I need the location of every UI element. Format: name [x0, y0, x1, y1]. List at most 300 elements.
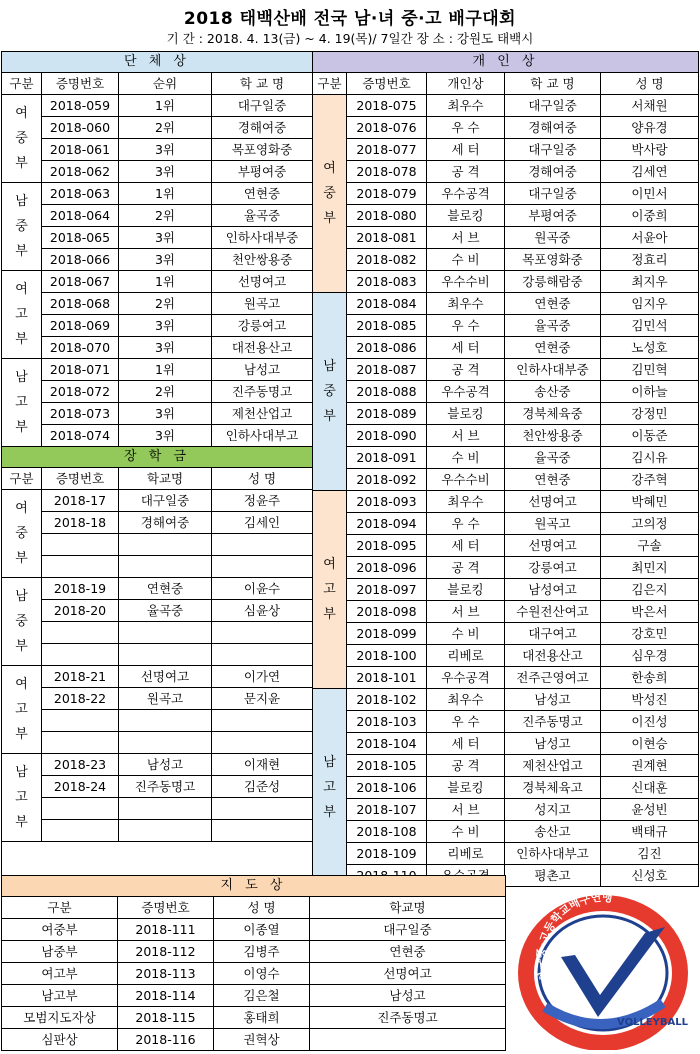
individual-cell: 2018-094	[347, 513, 427, 535]
scholarship-cell	[212, 798, 313, 820]
individual-cell: 선명여고	[505, 535, 601, 557]
individual-cell: 김진	[601, 843, 699, 865]
table-row	[2, 271, 313, 293]
table-row	[2, 183, 313, 205]
table-row	[313, 799, 699, 821]
team-cell: 경해여중	[212, 117, 313, 139]
coach-cell: 2018-115	[118, 1007, 214, 1029]
individual-cell: 김시유	[601, 447, 699, 469]
table-row	[313, 579, 699, 601]
individual-cell: 2018-109	[347, 843, 427, 865]
team-cell: 2위	[119, 117, 212, 139]
coach-cell: 2018-113	[118, 963, 214, 985]
individual-cell: 진주동명고	[505, 711, 601, 733]
individual-cell: 공 격	[427, 359, 505, 381]
individual-cell: 2018-098	[347, 601, 427, 623]
individual-cell: 전주근영여고	[505, 667, 601, 689]
scholarship-cell	[42, 798, 119, 820]
scholarship-cell	[42, 820, 119, 842]
individual-cell: 수 비	[427, 447, 505, 469]
individual-cell: 2018-101	[347, 667, 427, 689]
team-cell: 2위	[119, 205, 212, 227]
table-row	[2, 600, 313, 622]
scholarship-cell: 남성고	[119, 754, 212, 776]
coach-col-header: 성 명	[214, 897, 310, 919]
individual-cell: 남성고	[505, 689, 601, 711]
individual-cell: 2018-100	[347, 645, 427, 667]
scholarship-cell	[212, 820, 313, 842]
table-row	[2, 95, 313, 117]
team-cell: 2위	[119, 381, 212, 403]
team-cell: 3위	[119, 161, 212, 183]
team-cell: 인하사대부고	[212, 425, 313, 447]
table-row	[2, 293, 313, 315]
individual-cell: 서 브	[427, 227, 505, 249]
individual-cell: 강릉해람중	[505, 271, 601, 293]
table-row	[313, 689, 699, 711]
team-cell: 부평여중	[212, 161, 313, 183]
individual-cell: 박사랑	[601, 139, 699, 161]
table-row	[2, 732, 313, 754]
individual-cell: 2018-090	[347, 425, 427, 447]
team-cell: 3위	[119, 139, 212, 161]
individual-cell: 강호민	[601, 623, 699, 645]
scholarship-cell	[42, 732, 119, 754]
team-cell: 1위	[119, 183, 212, 205]
table-row	[2, 512, 313, 534]
individual-col-header: 성 명	[601, 73, 699, 95]
individual-cell: 경해여중	[505, 161, 601, 183]
individual-division-label: 남 중 부	[313, 293, 347, 491]
table-row	[2, 490, 313, 512]
individual-cell: 우 수	[427, 315, 505, 337]
table-row	[2, 578, 313, 600]
scholarship-cell: 원곡고	[119, 688, 212, 710]
individual-cell: 경북체육중	[505, 403, 601, 425]
individual-cell: 2018-077	[347, 139, 427, 161]
individual-cell: 권계현	[601, 755, 699, 777]
table-row	[313, 777, 699, 799]
individual-cell: 인하사대부중	[505, 359, 601, 381]
individual-cell: 성지고	[505, 799, 601, 821]
coach-cell: 남중부	[2, 941, 118, 963]
team-col-header: 학 교 명	[212, 73, 313, 95]
team-cell: 2018-062	[42, 161, 119, 183]
table-row	[313, 293, 699, 315]
individual-cell: 2018-083	[347, 271, 427, 293]
individual-cell: 수 비	[427, 623, 505, 645]
federation-logo	[505, 875, 700, 1050]
coach-cell: 모범지도자상	[2, 1007, 118, 1029]
table-row	[2, 249, 313, 271]
individual-cell: 2018-075	[347, 95, 427, 117]
individual-cell: 2018-108	[347, 821, 427, 843]
individual-cell: 2018-081	[347, 227, 427, 249]
table-row	[313, 271, 699, 293]
individual-cell: 평촌고	[505, 865, 601, 887]
scholarship-cell: 2018-22	[42, 688, 119, 710]
table-row	[313, 161, 699, 183]
team-scholarship-table	[1, 51, 313, 885]
coach-cell: 이종열	[214, 919, 310, 941]
individual-col-header: 증명번호	[347, 73, 427, 95]
coach-cell: 선명여고	[310, 963, 506, 985]
team-cell: 1위	[119, 271, 212, 293]
scholarship-cell	[212, 556, 313, 578]
scholarship-cell	[119, 820, 212, 842]
table-row	[2, 205, 313, 227]
team-cell: 2018-072	[42, 381, 119, 403]
team-cell: 2018-066	[42, 249, 119, 271]
coach-cell: 2018-114	[118, 985, 214, 1007]
scholarship-cell: 율곡중	[119, 600, 212, 622]
scholarship-cell: 정윤주	[212, 490, 313, 512]
individual-cell: 박혜민	[601, 491, 699, 513]
scholarship-cell	[42, 556, 119, 578]
individual-cell: 정효리	[601, 249, 699, 271]
individual-cell: 2018-091	[347, 447, 427, 469]
individual-cell: 서채원	[601, 95, 699, 117]
coach-cell: 심판상	[2, 1029, 118, 1051]
individual-cell: 한송희	[601, 667, 699, 689]
team-cell: 대구일중	[212, 95, 313, 117]
scholarship-cell: 2018-21	[42, 666, 119, 688]
table-row	[313, 359, 699, 381]
individual-division-label: 남 고 부	[313, 689, 347, 887]
individual-cell: 송산중	[505, 381, 601, 403]
scholarship-cell	[212, 622, 313, 644]
table-row	[313, 117, 699, 139]
team-col-header: 구분	[2, 73, 42, 95]
individual-cell: 2018-105	[347, 755, 427, 777]
individual-cell: 대구일중	[505, 139, 601, 161]
individual-cell: 세 터	[427, 535, 505, 557]
individual-cell: 블로킹	[427, 403, 505, 425]
table-row	[2, 161, 313, 183]
team-division-label: 남 고 부	[2, 359, 42, 447]
scholarship-cell: 이가연	[212, 666, 313, 688]
individual-cell: 공 격	[427, 161, 505, 183]
coach-cell: 홍태희	[214, 1007, 310, 1029]
individual-cell: 강주혁	[601, 469, 699, 491]
team-cell: 2018-067	[42, 271, 119, 293]
scholarship-cell	[119, 732, 212, 754]
team-cell: 천안쌍용중	[212, 249, 313, 271]
individual-division-label: 여 고 부	[313, 491, 347, 689]
individual-cell: 남성고	[505, 733, 601, 755]
scholarship-cell: 김준성	[212, 776, 313, 798]
team-cell: 3위	[119, 249, 212, 271]
coach-cell: 권혁상	[214, 1029, 310, 1051]
scholarship-cell: 2018-24	[42, 776, 119, 798]
scholarship-cell	[119, 798, 212, 820]
team-cell: 2018-063	[42, 183, 119, 205]
individual-cell: 고의정	[601, 513, 699, 535]
individual-cell: 2018-089	[347, 403, 427, 425]
individual-cell: 윤성빈	[601, 799, 699, 821]
table-row	[313, 183, 699, 205]
individual-cell: 수 비	[427, 821, 505, 843]
individual-cell: 2018-087	[347, 359, 427, 381]
individual-cell: 2018-078	[347, 161, 427, 183]
coach-cell	[310, 1029, 506, 1051]
scholarship-cell	[119, 644, 212, 666]
scholarship-division-label: 남 고 부	[2, 754, 42, 842]
individual-cell: 리베로	[427, 645, 505, 667]
individual-cell: 2018-099	[347, 623, 427, 645]
individual-cell: 임지우	[601, 293, 699, 315]
individual-cell: 김은지	[601, 579, 699, 601]
logo-word: VOLLEYBALL	[617, 1017, 688, 1028]
individual-cell: 목포영화중	[505, 249, 601, 271]
team-cell: 강릉여고	[212, 315, 313, 337]
scholarship-col-header: 학교명	[119, 468, 212, 490]
individual-cell: 김세연	[601, 161, 699, 183]
individual-cell: 우 수	[427, 711, 505, 733]
team-col-header: 증명번호	[42, 73, 119, 95]
table-row	[313, 403, 699, 425]
individual-cell: 2018-095	[347, 535, 427, 557]
table-row	[2, 776, 313, 798]
table-row	[313, 843, 699, 865]
individual-cell: 김민석	[601, 315, 699, 337]
individual-cell: 송산고	[505, 821, 601, 843]
individual-cell: 2018-103	[347, 711, 427, 733]
scholarship-cell	[42, 644, 119, 666]
individual-cell: 박성진	[601, 689, 699, 711]
team-cell: 연현중	[212, 183, 313, 205]
table-row	[313, 95, 699, 117]
coach-cell: 진주동명고	[310, 1007, 506, 1029]
coach-cell: 김은철	[214, 985, 310, 1007]
team-division-label: 남 중 부	[2, 183, 42, 271]
coach-cell: 이영수	[214, 963, 310, 985]
individual-cell: 강정민	[601, 403, 699, 425]
table-row	[2, 622, 313, 644]
table-row	[313, 491, 699, 513]
table-row	[313, 425, 699, 447]
individual-cell: 김민혁	[601, 359, 699, 381]
scholarship-col-header: 증명번호	[42, 468, 119, 490]
table-row	[313, 535, 699, 557]
scholarship-cell: 이윤수	[212, 578, 313, 600]
table-row	[2, 556, 313, 578]
team-cell: 원곡고	[212, 293, 313, 315]
coach-col-header: 구분	[2, 897, 118, 919]
individual-cell: 이현승	[601, 733, 699, 755]
individual-cell: 공 격	[427, 557, 505, 579]
individual-cell: 우 수	[427, 513, 505, 535]
scholarship-cell	[119, 710, 212, 732]
scholarship-heading: 장 학 금	[2, 447, 313, 468]
table-row	[313, 601, 699, 623]
individual-cell: 이진성	[601, 711, 699, 733]
scholarship-cell	[119, 622, 212, 644]
individual-cell: 2018-086	[347, 337, 427, 359]
individual-cell: 남성여고	[505, 579, 601, 601]
coach-awards-heading: 지 도 상	[2, 876, 506, 897]
table-row	[313, 227, 699, 249]
table-row	[313, 447, 699, 469]
team-cell: 선명여고	[212, 271, 313, 293]
table-row	[2, 941, 506, 963]
scholarship-cell	[42, 534, 119, 556]
team-awards-heading: 단 체 상	[2, 52, 313, 73]
team-cell: 2018-074	[42, 425, 119, 447]
scholarship-division-label: 남 중 부	[2, 578, 42, 666]
individual-cell: 대구일중	[505, 183, 601, 205]
team-division-label: 여 중 부	[2, 95, 42, 183]
scholarship-cell	[119, 556, 212, 578]
individual-cell: 박은서	[601, 601, 699, 623]
coach-cell: 2018-116	[118, 1029, 214, 1051]
table-row	[2, 985, 506, 1007]
team-cell: 2018-068	[42, 293, 119, 315]
scholarship-cell: 2018-17	[42, 490, 119, 512]
coach-cell: 여중부	[2, 919, 118, 941]
individual-cell: 서 브	[427, 799, 505, 821]
individual-cell: 2018-096	[347, 557, 427, 579]
team-cell: 2018-069	[42, 315, 119, 337]
team-col-header: 순위	[119, 73, 212, 95]
individual-cell: 강릉여고	[505, 557, 601, 579]
table-row	[2, 1029, 506, 1051]
table-row	[313, 645, 699, 667]
individual-cell: 세 터	[427, 733, 505, 755]
individual-cell: 2018-104	[347, 733, 427, 755]
individual-cell: 서 브	[427, 425, 505, 447]
individual-cell: 심우경	[601, 645, 699, 667]
individual-cell: 최우수	[427, 491, 505, 513]
table-row	[313, 249, 699, 271]
event-info: 기 간 : 2018. 4. 13(금) ~ 4. 19(목)/ 7일간 장 소 : 강원도 태백시	[166, 31, 534, 46]
scholarship-cell: 선명여고	[119, 666, 212, 688]
table-row	[313, 513, 699, 535]
individual-cell: 2018-088	[347, 381, 427, 403]
table-row	[2, 963, 506, 985]
logo-arc-text: 한국중·고등학교배구연맹	[534, 890, 614, 982]
individual-cell: 이동준	[601, 425, 699, 447]
table-row	[2, 710, 313, 732]
team-cell: 2018-060	[42, 117, 119, 139]
table-row	[2, 688, 313, 710]
table-row	[2, 381, 313, 403]
individual-cell: 2018-097	[347, 579, 427, 601]
individual-cell: 구솔	[601, 535, 699, 557]
scholarship-cell	[212, 534, 313, 556]
individual-cell: 이중희	[601, 205, 699, 227]
scholarship-col-header: 성 명	[212, 468, 313, 490]
table-row	[2, 425, 313, 447]
coach-cell: 연현중	[310, 941, 506, 963]
individual-cell: 수원전산여고	[505, 601, 601, 623]
scholarship-cell: 이재현	[212, 754, 313, 776]
table-row	[2, 117, 313, 139]
individual-cell: 원곡중	[505, 227, 601, 249]
table-row	[2, 403, 313, 425]
table-row	[2, 754, 313, 776]
individual-cell: 율곡중	[505, 447, 601, 469]
volleyball-logo-icon	[505, 875, 700, 1050]
individual-cell: 최우수	[427, 689, 505, 711]
table-row	[313, 733, 699, 755]
individual-cell: 2018-076	[347, 117, 427, 139]
individual-division-label: 여 중 부	[313, 95, 347, 293]
table-row	[2, 820, 313, 842]
individual-cell: 우수공격	[427, 381, 505, 403]
page-title: 2018 태백산배 전국 남·녀 중·고 배구대회	[183, 9, 517, 29]
individual-cell: 대구여고	[505, 623, 601, 645]
table-row	[313, 469, 699, 491]
coach-cell: 대구일중	[310, 919, 506, 941]
team-cell: 2018-065	[42, 227, 119, 249]
individual-cell: 양유경	[601, 117, 699, 139]
team-cell: 목포영화중	[212, 139, 313, 161]
team-cell: 1위	[119, 359, 212, 381]
table-row	[313, 337, 699, 359]
individual-col-header: 구분	[313, 73, 347, 95]
team-cell: 2위	[119, 293, 212, 315]
coach-cell: 여고부	[2, 963, 118, 985]
scholarship-cell	[212, 732, 313, 754]
team-cell: 2018-070	[42, 337, 119, 359]
individual-cell: 2018-093	[347, 491, 427, 513]
team-cell: 3위	[119, 227, 212, 249]
individual-cell: 신대훈	[601, 777, 699, 799]
team-division-label: 여 고 부	[2, 271, 42, 359]
team-cell: 2018-061	[42, 139, 119, 161]
table-row	[313, 667, 699, 689]
table-row	[2, 1007, 506, 1029]
table-row	[313, 623, 699, 645]
individual-cell: 연현중	[505, 337, 601, 359]
individual-cell: 연현중	[505, 293, 601, 315]
individual-cell: 이민서	[601, 183, 699, 205]
individual-cell: 원곡고	[505, 513, 601, 535]
individual-col-header: 개인상	[427, 73, 505, 95]
individual-cell: 서 브	[427, 601, 505, 623]
scholarship-cell: 2018-23	[42, 754, 119, 776]
scholarship-cell: 문지윤	[212, 688, 313, 710]
individual-cell: 2018-107	[347, 799, 427, 821]
individual-cell: 연현중	[505, 469, 601, 491]
table-row	[2, 227, 313, 249]
individual-cell: 공 격	[427, 755, 505, 777]
team-cell: 3위	[119, 315, 212, 337]
team-cell: 제천산업고	[212, 403, 313, 425]
scholarship-cell: 2018-18	[42, 512, 119, 534]
team-cell: 3위	[119, 425, 212, 447]
team-cell: 진주동명고	[212, 381, 313, 403]
table-row	[313, 557, 699, 579]
individual-cell: 2018-084	[347, 293, 427, 315]
table-row	[313, 139, 699, 161]
table-row	[2, 644, 313, 666]
individual-cell: 우 수	[427, 117, 505, 139]
individual-cell: 최민지	[601, 557, 699, 579]
individual-cell: 블로킹	[427, 777, 505, 799]
individual-cell: 신성호	[601, 865, 699, 887]
coach-cell: 2018-112	[118, 941, 214, 963]
individual-cell: 율곡중	[505, 315, 601, 337]
individual-cell: 2018-106	[347, 777, 427, 799]
individual-col-header: 학 교 명	[505, 73, 601, 95]
individual-cell: 경북체육고	[505, 777, 601, 799]
scholarship-cell: 심윤상	[212, 600, 313, 622]
team-cell: 2018-064	[42, 205, 119, 227]
scholarship-cell	[119, 534, 212, 556]
individual-cell: 천안쌍용중	[505, 425, 601, 447]
